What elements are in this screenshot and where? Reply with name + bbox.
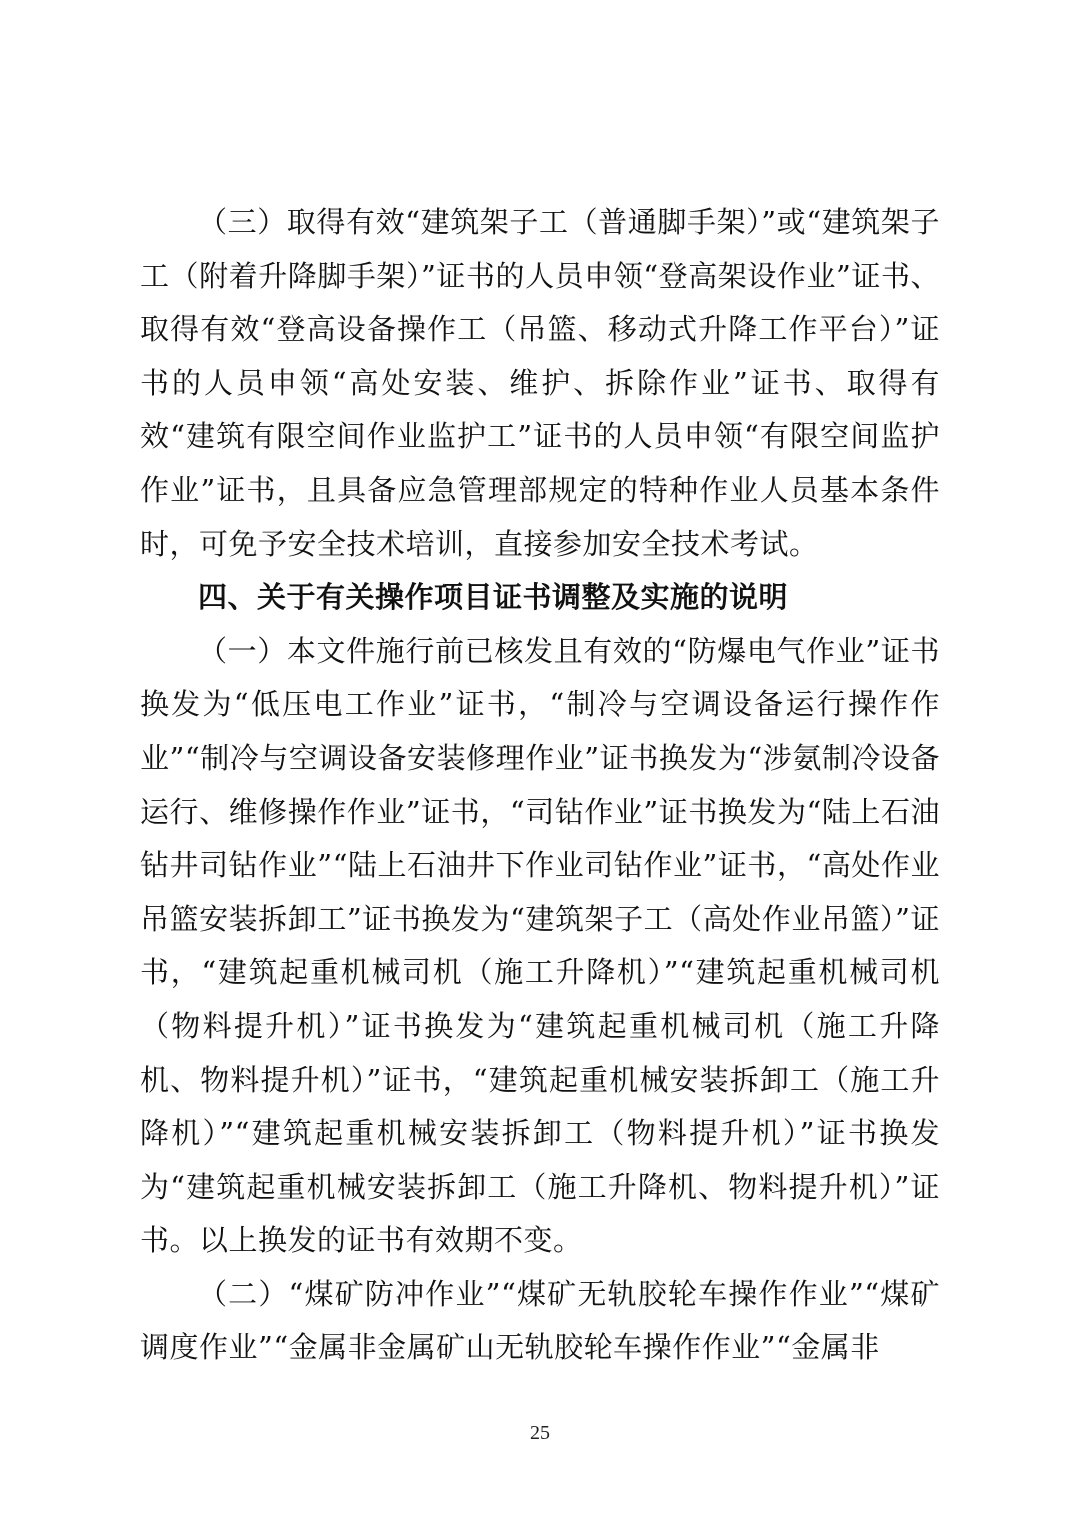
paragraph-item-1-certificate-exchange: （一）本文件施行前已核发且有效的“防爆电气作业”证书换发为“低压电工作业”证书，“制冷与空调设备运行操作作业”“制冷与空调设备安装修理作业”证书换发为“涉氨制冷设备运行、维修操作作业”证书，“司钻作业”证书换发为“陆上石油钻井司钻作业”“陆上石油井下作业司钻作业”证书，“高处作业吊篮安装拆卸工”证书换发为“建筑架子工（高处作业吊篮）”证书，“建筑起重机械司机（施工升降机）”“建筑起重机械司机（物料提升机）”证书换发为“建筑起重机械司机（施工升降机、物料提升机）”证书，“建筑起重机械安装拆卸工（施工升降机）”“建筑起重机械安装拆卸工（物料提升机）”证书换发为“建筑起重机械安装拆卸工（施工升降机、物料提升机）”证书。以上换发的证书有效期不变。 (140, 633, 940, 1258)
paragraph-item-2-coal-mine: （二）“煤矿防冲作业”“煤矿无轨胶轮车操作作业”“煤矿调度作业”“金属非金属矿山无轨胶轮车操作作业”“金属非 (140, 1276, 940, 1365)
paragraph-item-3-exemption: （三）取得有效“建筑架子工（普通脚手架）”或“建筑架子工（附着升降脚手架）”证书的人员申领“登高架设作业”证书、取得有效“登高设备操作工（吊篮、移动式升降工作平台）”证书的人员申领“高处安装、维护、拆除作业”证书、取得有效“建筑有限空间作业监护工”证书的人员申领“有限空间监护作业”证书，且具备应急管理部规定的特种作业人员基本条件时，可免予安全技术培训，直接参加安全技术考试。 (140, 205, 940, 561)
page-number: 25 (530, 1422, 550, 1444)
document-body (140, 196, 940, 1375)
section-heading-4: 四、关于有关操作项目证书调整及实施的说明 (198, 580, 789, 615)
